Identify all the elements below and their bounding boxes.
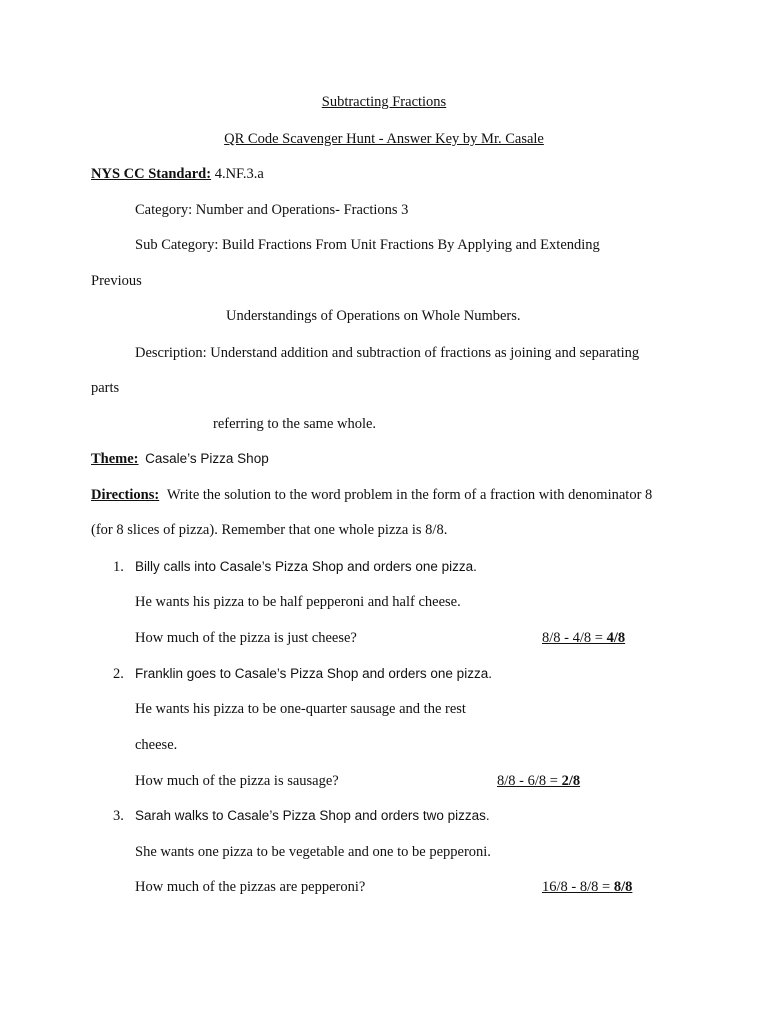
standard-label: NYS CC Standard:: [91, 166, 212, 182]
problem-1-line-1: Billy calls into Casale’s Pizza Shop and orders one pizza.: [135, 559, 477, 574]
problem-1-equation: 8/8 - 4/8 =: [542, 630, 607, 646]
problem-2-number: 2.: [113, 666, 124, 682]
category-line: Category: Number and Operations- Fractions 3: [135, 202, 409, 218]
problem-1-line-2: He wants his pizza to be half pepperoni and half cheese.: [135, 594, 461, 610]
theme-label: Theme:: [91, 451, 139, 467]
problem-2-line-3: cheese.: [135, 737, 178, 753]
problem-1-number: 1.: [113, 559, 124, 575]
description-line-2: parts: [91, 380, 120, 396]
description-line-3: referring to the same whole.: [213, 416, 377, 432]
problem-3-answer: [542, 878, 632, 896]
standard-value: 4.NF.3.a: [214, 166, 264, 182]
directions-text-1: Write the solution to the word problem in the form of a fraction with denominator 8: [166, 487, 653, 503]
problem-2-line-1: Franklin goes to Casale’s Pizza Shop and orders one pizza.: [135, 666, 492, 681]
subcategory-line-1: Sub Category: Build Fractions From Unit Fractions By Applying and Extending: [135, 237, 600, 253]
problem-2-result: 2/8: [561, 773, 581, 789]
problem-3-equation: 16/8 - 8/8 =: [542, 879, 614, 895]
problem-1-answer: [542, 629, 625, 647]
theme-value: Casale’s Pizza Shop: [145, 451, 269, 466]
problem-2-equation: 8/8 - 6/8 =: [497, 773, 562, 789]
problem-3-line-1: Sarah walks to Casale’s Pizza Shop and orders two pizzas.: [135, 808, 490, 823]
directions-line-2: (for 8 slices of pizza). Remember that one whole pizza is 8/8.: [91, 522, 448, 538]
problem-3-question: How much of the pizzas are pepperoni?: [135, 879, 366, 895]
problem-3-result: 8/8: [613, 879, 633, 895]
directions-line-1: [91, 486, 652, 504]
problem-2-question: How much of the pizza is sausage?: [135, 773, 339, 789]
page-title: Subtracting Fractions: [321, 94, 447, 110]
directions-label: Directions:: [91, 487, 160, 503]
problem-1-question: How much of the pizza is just cheese?: [135, 630, 357, 646]
problem-3-line-2: She wants one pizza to be vegetable and one to be pepperoni.: [135, 844, 491, 860]
problem-2-answer: [497, 772, 580, 790]
theme-line: [91, 450, 269, 468]
problem-2-line-2: He wants his pizza to be one-quarter sausage and the rest: [135, 701, 466, 717]
subcategory-line-3: Understandings of Operations on Whole Numbers.: [226, 308, 521, 324]
problem-1-result: 4/8: [606, 630, 626, 646]
description-line-1: Description: Understand addition and subtraction of fractions as joining and separating: [135, 345, 640, 361]
subcategory-line-2: Previous: [91, 273, 142, 289]
page-subtitle: QR Code Scavenger Hunt - Answer Key by Mr. Casale: [224, 131, 544, 147]
standard-line: [91, 165, 264, 183]
problem-3-number: 3.: [113, 808, 124, 824]
